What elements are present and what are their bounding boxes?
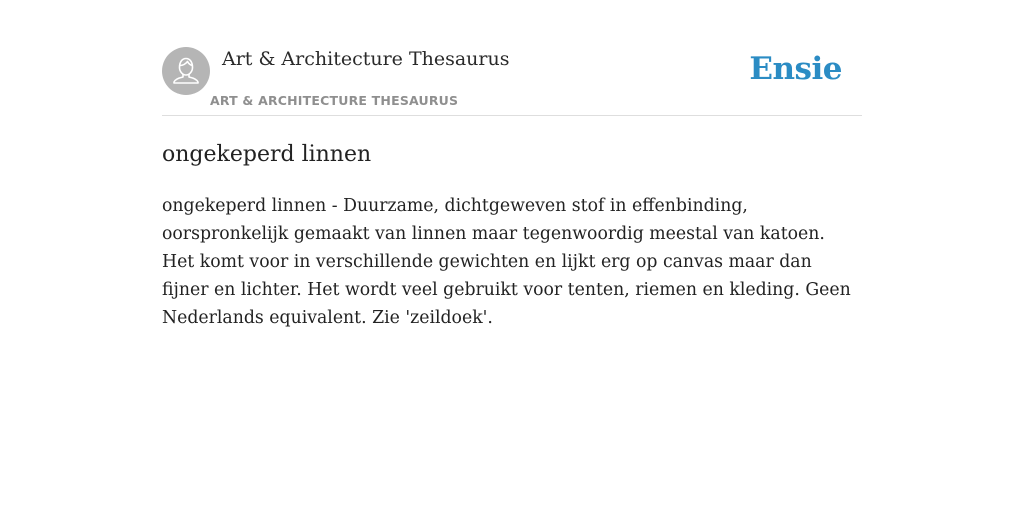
user-silhouette-icon — [162, 47, 210, 95]
author-name[interactable]: Art & Architecture Thesaurus — [222, 48, 510, 70]
article-body: ongekeperd linnen - Duurzame, dichtgeweven stof in effenbinding, oorspronkelijk gemaakt van linnen maar tegenwoordig meestal van katoen. Het komt voor in verschillende gewichten en lijkt erg op canvas maar dan fijner en lichter. Het wordt veel gebruikt voor tenten, riemen en kleding. Geen Nederlands equivalent. Zie 'zeildoek'. — [162, 196, 851, 328]
ensie-logo[interactable]: Ensie — [749, 51, 842, 87]
header — [162, 47, 862, 116]
page — [162, 0, 862, 332]
page-title: ongekeperd linnen — [162, 142, 372, 167]
source-name[interactable]: ART & ARCHITECTURE THESAURUS — [210, 93, 459, 108]
avatar[interactable] — [162, 47, 210, 95]
